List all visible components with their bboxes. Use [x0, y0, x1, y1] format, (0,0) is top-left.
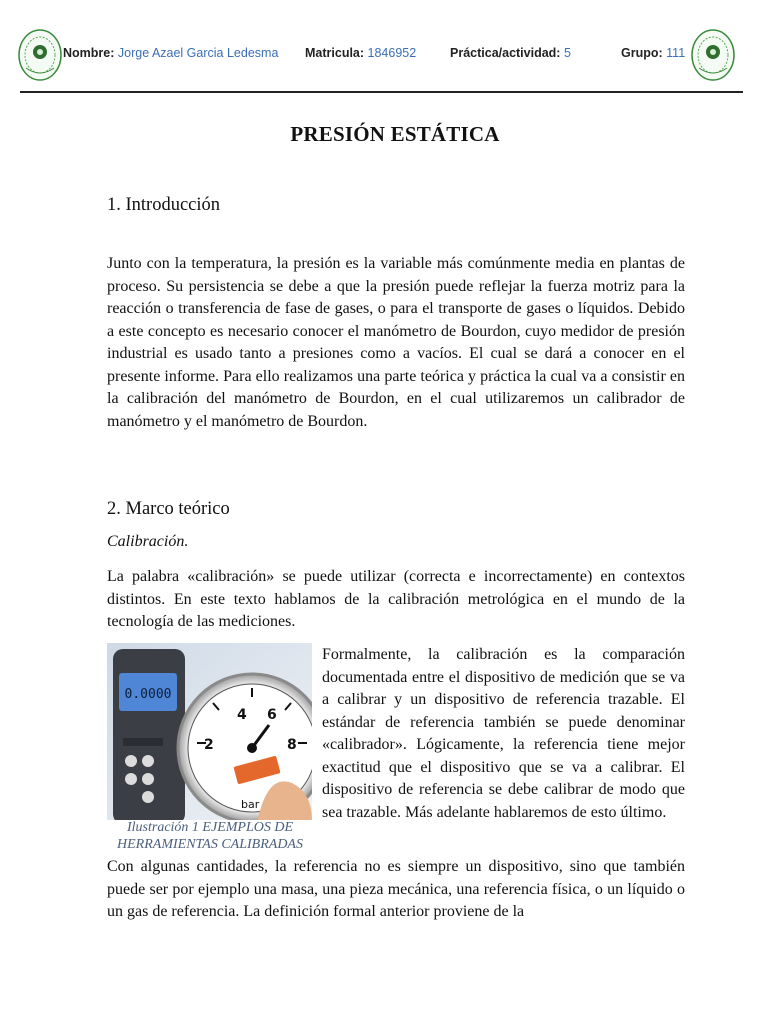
- practica-label: Práctica/actividad:: [450, 46, 561, 60]
- subheading-calibration: Calibración.: [107, 533, 189, 550]
- document-header: [0, 0, 768, 95]
- name-label: Nombre:: [63, 46, 115, 60]
- university-seal-icon: [18, 28, 62, 82]
- practice-number: [450, 46, 571, 60]
- svg-text:4: 4: [237, 707, 247, 723]
- student-name: [63, 46, 278, 60]
- name-value: Jorge Azael Garcia Ledesma: [117, 46, 279, 60]
- svg-text:8: 8: [287, 737, 297, 753]
- reference-paragraph: Con algunas cantidades, la referencia no es siempre un dispositivo, sino que también puede ser por ejemplo una masa, una pieza mecánica, una referencia física, o un líquido o un gas de referencia. La definición formal anterior proviene de la: [107, 858, 685, 920]
- calibration-intro-paragraph: La palabra «calibración» se puede utilizar (correcta e incorrectamente) en contextos distintos. En este texto hablamos de la calibración metrológica en el mundo de la tecnología de las mediciones.: [107, 568, 685, 630]
- svg-text:2: 2: [204, 737, 214, 753]
- section-heading-intro: 1. Introducción: [107, 195, 221, 215]
- grupo-label: Grupo:: [621, 46, 663, 60]
- svg-text:6: 6: [267, 707, 277, 723]
- page-title: PRESIÓN ESTÁTICA: [290, 122, 500, 146]
- group-number: [621, 46, 685, 60]
- matricula-value: 1846952: [367, 46, 417, 60]
- intro-paragraph: Junto con la temperatura, la presión es la variable más comúnmente media en plantas de proceso. Su persistencia se debe a que la presión puede reflejar la fuerza motriz para la reacción o transferencia de fase de gases, o para el transporte de gases o líquidos. Debido a este concepto es necesario conocer el manómetro de Bourdon, cuyo medidor de presión industrial es usado tanto a presiones como a vacíos. El cual se dará a conocer en el presente informe. Para ello realizamos una parte teórica y práctica la cual va a consistir en la calibración del manómetro de Bourdon, en el cual utilizaremos un calibrador de manómetro y el manómetro de Bourdon.: [107, 255, 685, 430]
- calibrator-display: 0.0000: [124, 687, 172, 702]
- header-divider: [20, 91, 743, 93]
- formal-definition-paragraph: Formalmente, la calibración es la comparación documentada entre el dispositivo de medición que se va a calibrar y un dispositivo de referencia trazable. El estándar de referencia también se puede denominar «calibrador». Lógicamente, la referencia tiene mejor exactitud que el dispositivo que se va a calibrar. El dispositivo de referencia se debe calibrar de modo que sea trazable. Más adelante hablaremos de esto último.: [322, 646, 685, 821]
- grupo-value: 111: [666, 46, 686, 60]
- practica-value: 5: [563, 46, 571, 60]
- calibration-tools-photo: [107, 643, 312, 820]
- section-heading-theory: 2. Marco teórico: [107, 499, 230, 519]
- pressure-gauge-calibrator-photo: [107, 643, 312, 820]
- student-id: [305, 46, 416, 60]
- figure-caption: Ilustración 1 EJEMPLOS DE HERRAMIENTAS CALIBRADAS: [117, 820, 303, 852]
- matricula-label: Matricula:: [305, 46, 365, 60]
- gauge-unit: bar: [241, 798, 260, 811]
- university-seal-icon: [691, 28, 735, 82]
